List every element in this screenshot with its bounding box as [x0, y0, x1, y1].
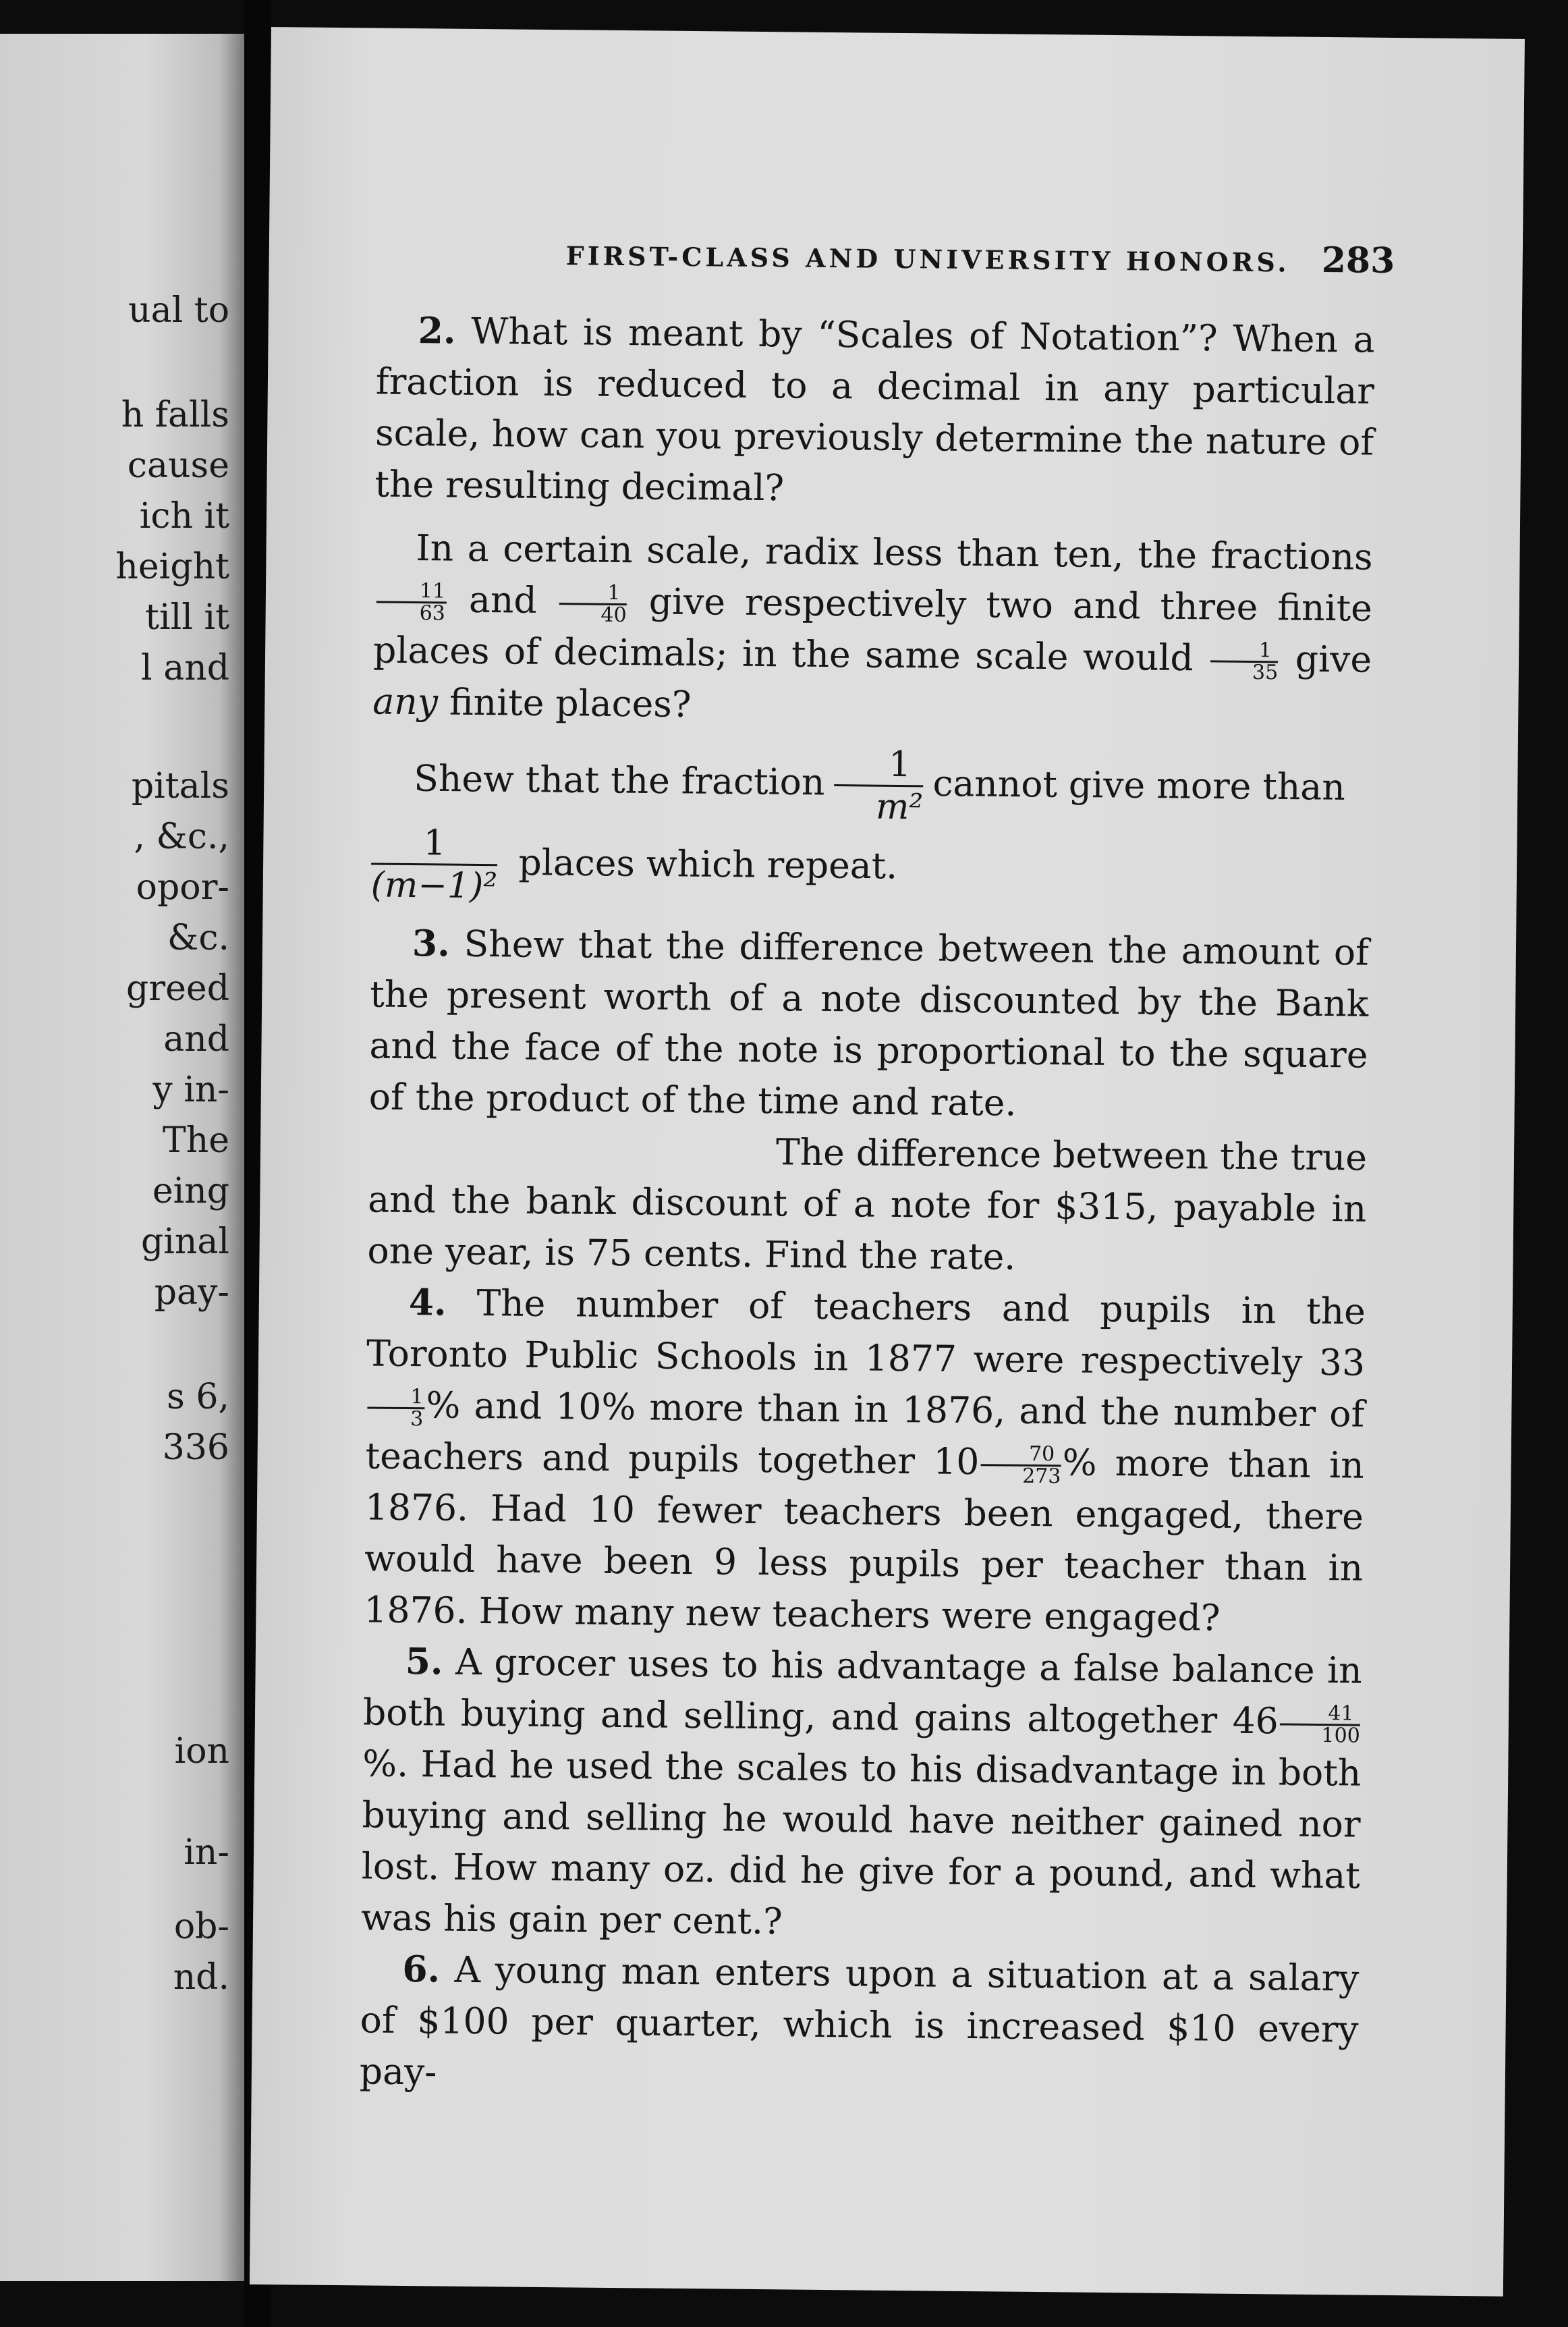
left-page-fragment: pay- — [154, 1272, 229, 1313]
question-6-paragraph — [360, 1943, 1360, 2106]
text-run: Shew that the fraction — [414, 757, 825, 804]
question-3-paragraph — [368, 917, 1369, 1132]
text-run: In a certain scale, radix less than ten, the fractions — [416, 526, 1373, 578]
denominator: 40 — [600, 603, 627, 627]
left-page-fragment: s 6, — [167, 1377, 229, 1417]
numerator: 1 — [559, 582, 627, 605]
left-page-fragment: till it — [145, 597, 229, 638]
numerator: 70 — [980, 1444, 1061, 1467]
denominator: 35 — [1252, 660, 1279, 684]
fraction — [559, 582, 627, 626]
text-run: places which repeat. — [518, 841, 898, 887]
left-page-fragment: The — [163, 1120, 229, 1161]
main-page — [250, 27, 1525, 2297]
left-page-fragment: ginal — [140, 1222, 229, 1262]
fraction — [1279, 1703, 1360, 1746]
left-page-fragment: ich it — [139, 496, 229, 537]
denominator: 100 — [1321, 1723, 1360, 1748]
question-text: Shew that the difference between the amount of the present worth of a note discounted by the Bank and the face of the note is proportional to the square of the product of the time and rate. — [368, 922, 1370, 1124]
text-run: % more than in 1876. Had 10 fewer teachers been engaged, there would have been 9 less pupils per teacher than in 1876. How many new teachers were engaged? — [364, 1441, 1364, 1639]
page-body — [360, 305, 1375, 2107]
denominator: 63 — [419, 601, 446, 626]
left-page-fragment: ion — [174, 1731, 229, 1772]
text-run: The difference between the true — [775, 1130, 1368, 1179]
text-run: and — [468, 578, 537, 622]
left-page-fragment: ual to — [128, 290, 229, 331]
text-run: and the bank discount of a note for $315, payable in one year, is 75 cents. Find the rate. — [367, 1178, 1367, 1278]
emphasis: any — [372, 680, 439, 723]
left-page-fragment: 336 — [162, 1427, 229, 1468]
left-facing-page — [0, 34, 244, 2281]
text-run: cannot give more than — [932, 761, 1346, 809]
text-run: give — [1295, 637, 1372, 681]
numerator: 1 — [371, 822, 498, 866]
question-2-repeat-line — [371, 822, 1370, 914]
left-page-fragment: y in- — [152, 1070, 229, 1110]
denominator: 3 — [410, 1406, 424, 1431]
left-page-fragment: nd. — [173, 1957, 229, 1998]
question-2-shew-paragraph — [372, 739, 1371, 831]
left-page-fragment: pitals — [131, 766, 229, 806]
text-run: finite places? — [449, 680, 692, 726]
numerator: 1 — [367, 1386, 424, 1409]
question-number: 3. — [412, 922, 451, 965]
text-run: % and 10% more than in 1876, and the number of teachers and pupils together — [365, 1384, 1365, 1483]
fraction — [980, 1444, 1061, 1487]
fraction — [834, 744, 924, 827]
question-3-problem-lead — [368, 1122, 1368, 1183]
left-page-fragment: eing — [152, 1171, 229, 1211]
left-page-fragment: l and — [141, 648, 229, 688]
mixed-number-whole: 10 — [933, 1440, 980, 1483]
mixed-number-whole: 33 — [1318, 1341, 1366, 1384]
numerator: 1 — [834, 744, 924, 787]
question-number: 2. — [418, 309, 456, 352]
mixed-number-whole: 46 — [1232, 1699, 1279, 1743]
left-page-fragment: in- — [184, 1832, 229, 1873]
fraction — [1210, 640, 1279, 683]
fraction — [371, 822, 499, 906]
page-number: 283 — [1321, 239, 1395, 282]
question-5-paragraph — [361, 1635, 1362, 1952]
question-2-scale-paragraph — [372, 522, 1373, 737]
left-page-fragment: cause — [127, 445, 229, 486]
numerator: 1 — [1210, 640, 1278, 663]
text-run: A young man enters upon a situation at a salary of $100 per quarter, which is increased $10 every pay- — [359, 1948, 1360, 2093]
question-3-problem — [367, 1174, 1366, 1286]
question-number: 4. — [408, 1281, 447, 1324]
question-number: 6. — [402, 1948, 441, 1991]
denominator: m² — [875, 786, 924, 828]
left-page-fragment: opor- — [136, 867, 229, 908]
fraction — [367, 1386, 425, 1429]
left-page-fragment: , &c., — [134, 817, 229, 857]
text-run: give respectively two and three finite places of decimals; in the same scale would — [372, 580, 1373, 680]
text-run: A grocer uses to his advantage a false balance in both buying and selling, and gains altogether — [362, 1640, 1363, 1742]
left-page-fragment: greed — [126, 968, 229, 1009]
question-4-paragraph — [364, 1276, 1366, 1645]
left-page-fragment: &c. — [167, 918, 229, 958]
question-2-paragraph — [374, 305, 1375, 520]
text-run: %. Had he used the scales to his disadvantage in both buying and selling he would have neither gained nor lost. How many oz. did he give for a pound, and what was his gain per cent.? — [360, 1742, 1362, 1943]
denominator: (m−1)² — [370, 865, 498, 907]
question-number: 5. — [405, 1640, 443, 1683]
question-text: What is meant by “Scales of Notation”? When a fraction is reduced to a decimal in any particular scale, how can you previously determine the nature of the resulting decimal? — [374, 309, 1375, 510]
running-header: FIRST-CLASS AND UNIVERSITY HONORS. — [565, 240, 1290, 278]
numerator: 11 — [376, 580, 447, 603]
fraction — [376, 580, 447, 624]
left-page-fragment: h falls — [121, 395, 229, 435]
text-run: The number of teachers and pupils in the Toronto Public Schools in 1877 were respectively — [366, 1282, 1366, 1384]
left-page-fragment: ob- — [173, 1907, 229, 1947]
denominator: 273 — [1022, 1464, 1061, 1488]
left-page-fragment: height — [115, 547, 229, 587]
numerator: 41 — [1280, 1703, 1361, 1726]
left-page-fragment: and — [163, 1019, 229, 1060]
